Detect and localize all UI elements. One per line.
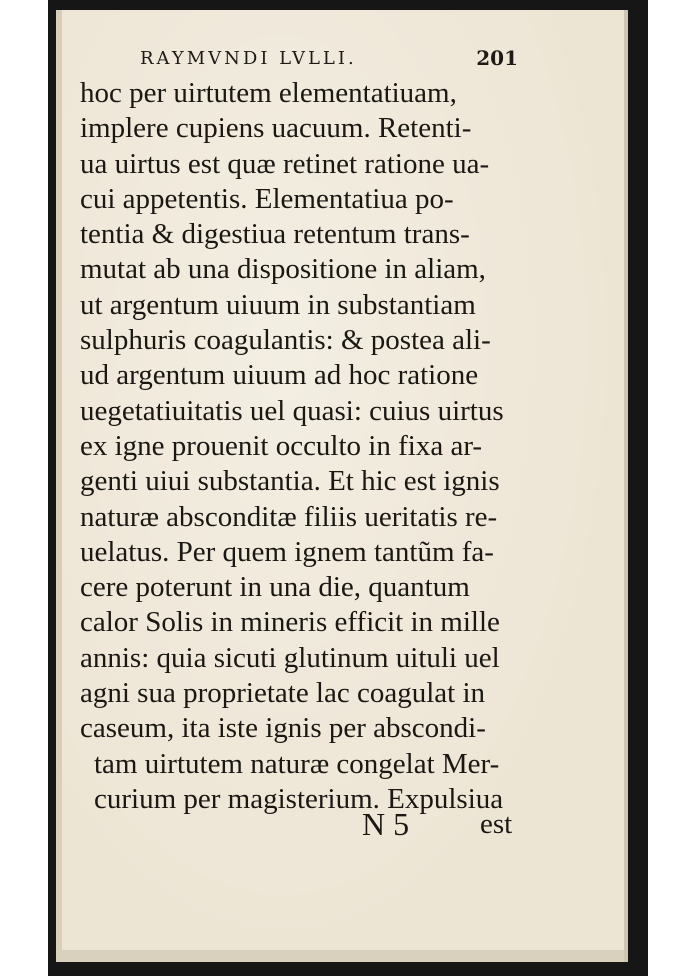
text-line: ut argentum uiuum in substantiam — [80, 288, 476, 321]
body-text — [80, 76, 520, 817]
text-line: caseum, ita iste ignis per abscondi- — [80, 712, 486, 745]
text-line: tam uirtutem naturæ congelat Mer- — [94, 747, 500, 780]
text-line: calor Solis in mineris efficit in mille — [80, 606, 500, 639]
text-line: sulphuris coagulantis: & postea ali- — [80, 324, 491, 357]
text-line: genti uiui substantia. Et hic est ignis — [80, 465, 500, 498]
page-gutter-edge — [56, 10, 62, 962]
catchword: est — [480, 808, 513, 840]
text-line: ud argentum uiuum ad hoc ratione — [80, 359, 479, 392]
text-line: ua uirtus est quæ retinet ratione ua- — [80, 147, 490, 180]
text-line: uelatus. Per quem ignem tantũm fa- — [80, 535, 494, 568]
text-line: agni sua proprietate lac coagulat in — [80, 677, 486, 710]
page-bottom-edge — [56, 950, 624, 962]
text-line: annis: quia sicuti glutinum uituli uel — [80, 641, 500, 674]
running-title: RAYMVNDI LVLLI. — [140, 48, 357, 69]
signature-mark: N 5 — [362, 806, 410, 842]
text-line: cere poterunt in una die, quantum — [80, 571, 470, 604]
text-line: implere cupiens uacuum. Retenti- — [80, 112, 472, 145]
page-number: 201 — [476, 46, 518, 70]
text-line: curium per magisterium. Expulsiua — [94, 782, 504, 815]
text-line: naturæ absconditæ filiis ueritatis re- — [80, 500, 498, 533]
text-line: uegetatiuitatis uel quasi: cuius uirtus — [80, 394, 504, 427]
text-line: mutat ab una dispositione in aliam, — [80, 253, 486, 286]
text-line: cui appetentis. Elementatiua po- — [80, 182, 454, 215]
text-line: hoc per uirtutem elementatiuam, — [80, 77, 457, 109]
text-line: ex igne prouenit occulto in fixa ar- — [80, 429, 483, 462]
text-line: tentia & digestiua retentum trans- — [80, 218, 470, 251]
running-head — [140, 46, 520, 76]
